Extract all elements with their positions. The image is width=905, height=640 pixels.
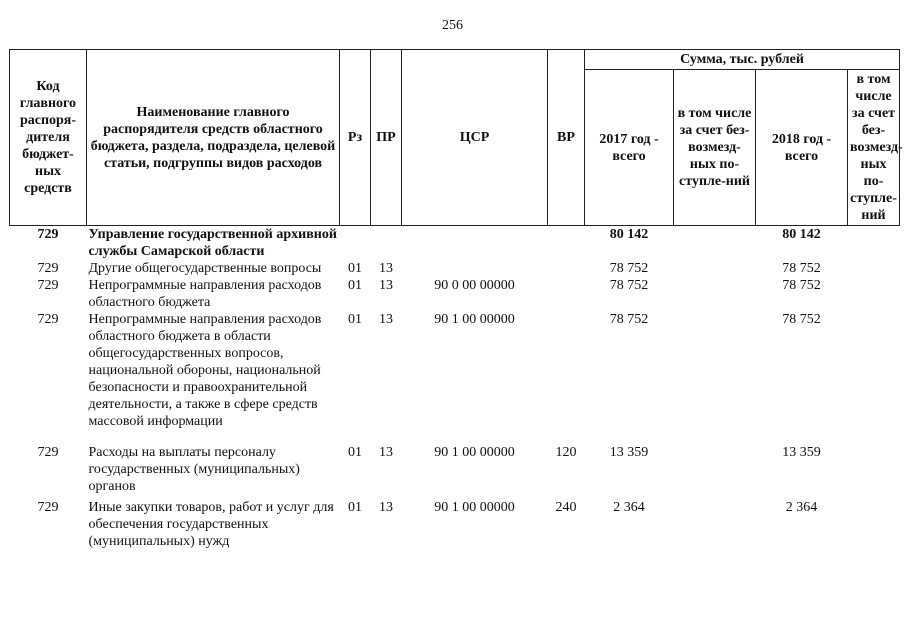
row-2017-total: 78 752 — [609, 261, 649, 276]
row-code: 729 — [37, 312, 59, 327]
table-row — [10, 277, 900, 311]
row-2017-free — [674, 311, 756, 444]
row-rz: 01 — [348, 278, 362, 293]
row-code: 729 — [37, 445, 59, 460]
table-body — [10, 226, 900, 551]
row-code: 729 — [37, 261, 59, 276]
row-code: 729 — [37, 500, 59, 515]
header-vr: ВР — [548, 50, 585, 226]
row-2018-total: 78 752 — [782, 312, 821, 327]
row-name: Расходы на выплаты персоналу государственных (муниципальных) органов — [88, 445, 300, 494]
row-2018-free — [848, 499, 900, 550]
row-2018-free — [848, 311, 900, 444]
row-2017-free — [674, 444, 756, 499]
row-vr — [548, 311, 585, 444]
row-csr: 90 1 00 00000 — [434, 500, 515, 515]
row-2018-total: 78 752 — [782, 278, 821, 293]
row-2018-total: 2 364 — [785, 500, 818, 515]
row-name: Иные закупки товаров, работ и услуг для обеспечения государственных (муниципальных) нужд — [88, 500, 334, 549]
row-2018-total: 78 752 — [782, 261, 821, 276]
table-header — [10, 50, 903, 226]
row-csr: 90 0 00 00000 — [434, 278, 515, 293]
row-2018-free — [848, 260, 900, 277]
row-pr: 13 — [379, 278, 393, 293]
header-pr: ПР — [371, 50, 402, 226]
row-csr — [402, 226, 548, 261]
row-pr: 13 — [379, 261, 393, 276]
row-pr: 13 — [379, 500, 393, 515]
row-pr — [371, 226, 402, 261]
header-2017-total: 2017 год - всего — [585, 70, 674, 226]
header-2018-total: 2018 год - всего — [756, 70, 848, 226]
row-name: Управление государственной архивной службы Самарской области — [88, 227, 337, 259]
header-2018-free: в том числе за счет без-возмезд-ных по-ступле-ний — [848, 70, 900, 226]
row-rz: 01 — [348, 261, 362, 276]
header-csr: ЦСР — [402, 50, 548, 226]
row-2018-free — [848, 226, 900, 261]
table-row — [10, 226, 900, 261]
row-vr — [548, 226, 585, 261]
row-2018-total: 80 142 — [782, 227, 821, 242]
row-name: Непрограммные направления расходов областного бюджета — [88, 278, 322, 310]
row-code: 729 — [37, 227, 59, 242]
header-sum: Сумма, тыс. рублей — [585, 50, 900, 70]
row-csr: 90 1 00 00000 — [434, 312, 515, 327]
table-row — [10, 444, 900, 499]
row-2017-total: 80 142 — [609, 227, 649, 242]
row-2018-free — [848, 277, 900, 311]
row-rz: 01 — [348, 312, 362, 327]
header-code: Код главного распоря-дителя бюджет-ных средств — [10, 50, 87, 226]
row-code: 729 — [37, 278, 59, 293]
table-row — [10, 311, 900, 444]
row-vr — [548, 260, 585, 277]
row-2018-free — [848, 444, 900, 499]
row-csr — [402, 260, 548, 277]
row-pr: 13 — [379, 445, 393, 460]
row-2017-total: 78 752 — [609, 312, 649, 327]
row-2017-free — [674, 277, 756, 311]
row-rz — [340, 226, 371, 261]
row-rz: 01 — [348, 500, 362, 515]
row-pr: 13 — [379, 312, 393, 327]
page-number: 256 — [442, 18, 463, 33]
header-name: Наименование главного распорядителя средств областного бюджета, раздела, подраздела, целевой статьи, подгруппы видов расходов — [87, 50, 340, 226]
row-2017-free — [674, 499, 756, 550]
row-vr: 120 — [555, 445, 577, 460]
header-rz: Рз — [340, 50, 371, 226]
table-row — [10, 499, 900, 550]
table-row — [10, 260, 900, 277]
row-2018-total: 13 359 — [782, 445, 821, 460]
row-2017-total: 2 364 — [613, 500, 645, 515]
row-name: Непрограммные направления расходов областного бюджета в области общегосударственных вопросов, национальной обороны, национальной безопасности и правоохранительной деятельности, а также в сфере средств массовой информации — [88, 312, 322, 429]
row-rz: 01 — [348, 445, 362, 460]
row-2017-free — [674, 226, 756, 261]
budget-table — [9, 49, 903, 550]
row-csr: 90 1 00 00000 — [434, 445, 515, 460]
row-2017-free — [674, 260, 756, 277]
row-2017-total: 78 752 — [609, 278, 649, 293]
row-vr — [548, 277, 585, 311]
header-2017-free: в том числе за счет без-возмезд-ных по-ступле-ний — [674, 70, 756, 226]
row-name: Другие общегосударственные вопросы — [88, 261, 322, 276]
row-vr: 240 — [555, 500, 577, 515]
row-2017-total: 13 359 — [609, 445, 649, 460]
